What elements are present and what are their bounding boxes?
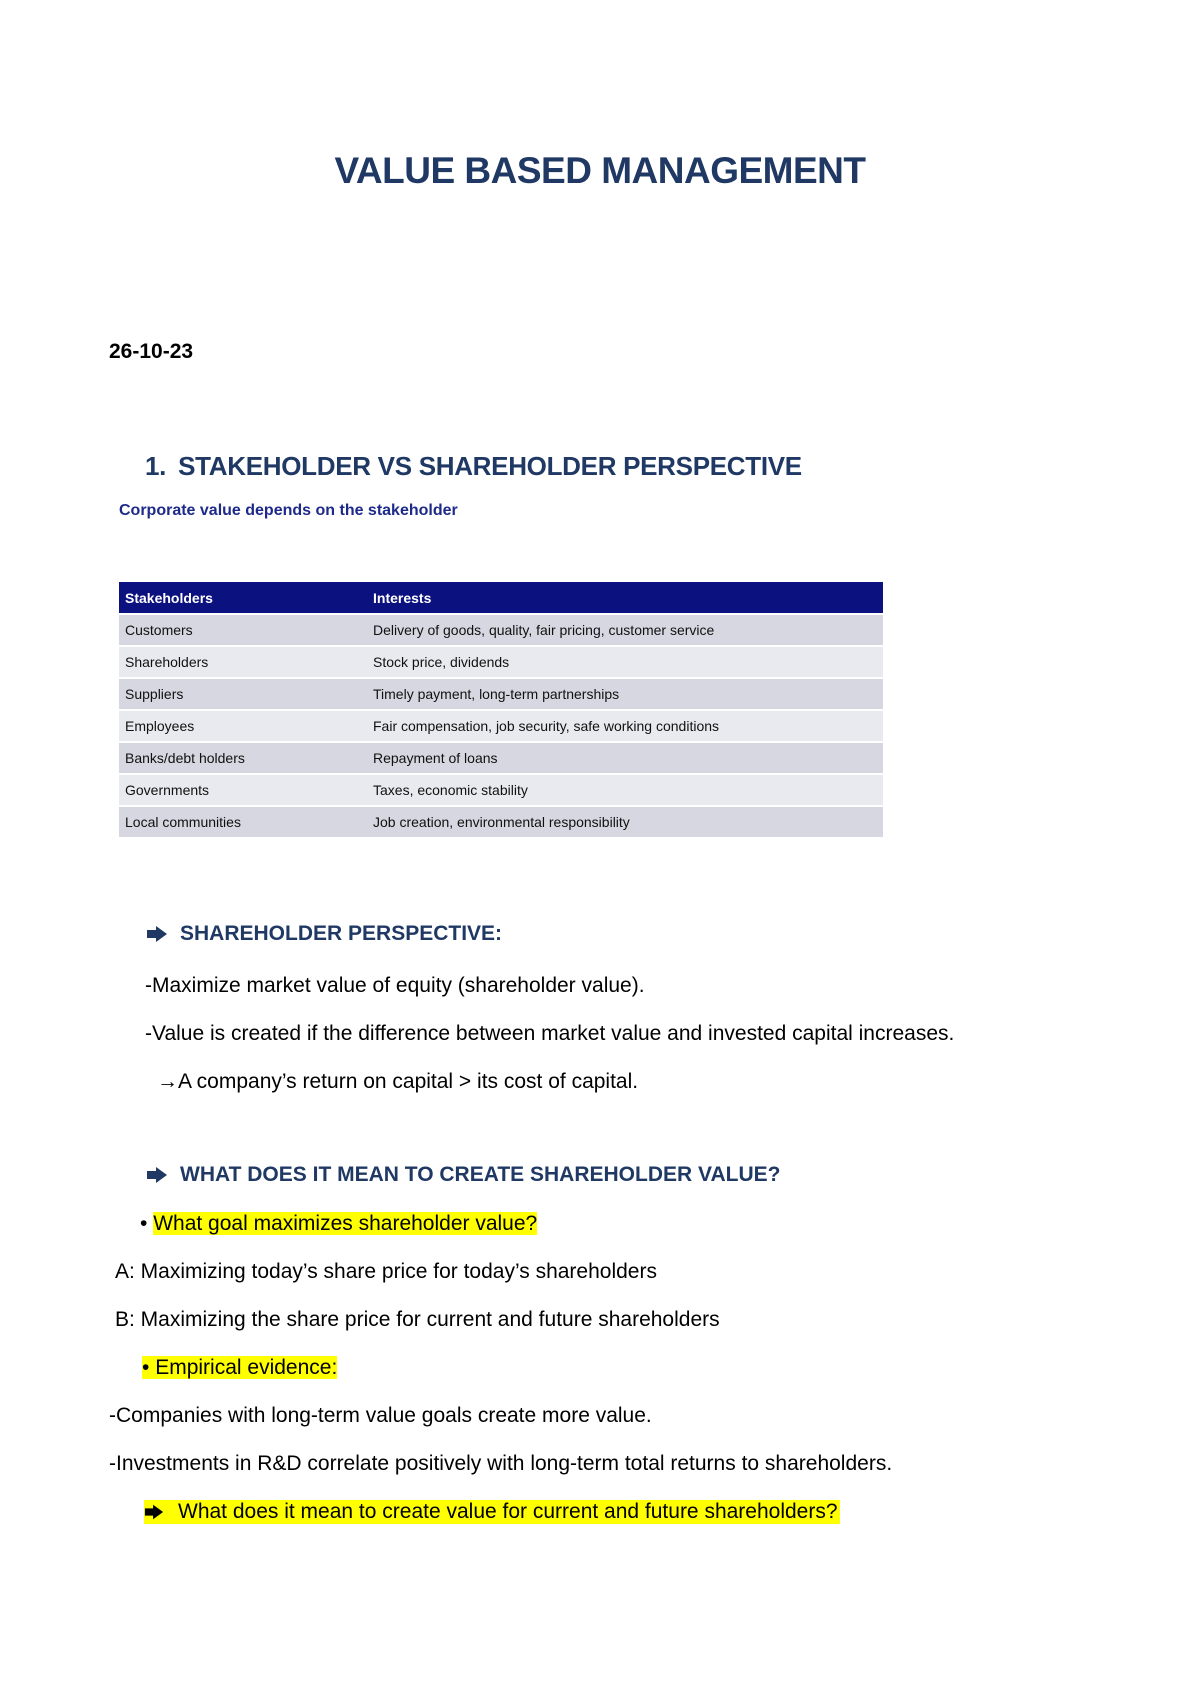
final-question-line [144,1500,840,1524]
stakeholder-table [119,582,883,837]
bold-arrow-icon [144,1503,164,1521]
interest-cell: Taxes, economic stability [367,774,883,806]
date-label: 26-10-23 [109,340,194,363]
table-row [119,646,883,678]
stakeholder-cell: Local communities [119,806,367,837]
shareholder-line-3 [157,1070,638,1094]
bold-arrow-icon [146,925,168,943]
evidence-label: Empirical evidence: [155,1356,338,1379]
answer-b: B: Maximizing the share price for current and future shareholders [115,1308,720,1331]
shareholder-line-1: -Maximize market value of equity (shareholder value). [145,974,645,997]
stakeholder-cell: Governments [119,774,367,806]
section-heading [145,451,802,482]
question-line [140,1212,537,1236]
thin-arrow-icon: → [157,1070,178,1093]
table-header-stakeholders: Stakeholders [119,582,367,614]
evidence-line [142,1356,337,1380]
stakeholder-cell: Banks/debt holders [119,742,367,774]
stakeholder-cell: Suppliers [119,678,367,710]
table-subtitle: Corporate value depends on the stakeholder [119,502,458,519]
table-header-interests: Interests [367,582,883,614]
evidence-2: -Investments in R&D correlate positively with long-term total returns to shareholders. [109,1452,893,1475]
shareholder-line-3-text: A company’s return on capital > its cost of capital. [178,1070,639,1093]
table-row [119,742,883,774]
section-number: 1. [145,451,167,481]
table-row [119,774,883,806]
table-row [119,710,883,742]
table-row [119,806,883,837]
highlighted-evidence [142,1356,337,1379]
interest-cell: Delivery of goods, quality, fair pricing, customer service [367,614,883,646]
section-title: STAKEHOLDER VS SHAREHOLDER PERSPECTIVE [178,451,802,481]
final-question: What does it mean to create value for current and future shareholders? [178,1500,838,1523]
create-value-heading [146,1163,780,1187]
interest-cell: Job creation, environmental responsibility [367,806,883,837]
bullet-icon: • [140,1212,148,1235]
answer-a: A: Maximizing today’s share price for today’s shareholders [115,1260,657,1283]
document-title: VALUE BASED MANAGEMENT [334,150,866,191]
interest-cell: Timely payment, long-term partnerships [367,678,883,710]
table-header-row [119,582,883,614]
bullet-icon: • [142,1356,150,1379]
stakeholder-cell: Employees [119,710,367,742]
interest-cell: Fair compensation, job security, safe working conditions [367,710,883,742]
stakeholder-cell: Shareholders [119,646,367,678]
stakeholder-cell: Customers [119,614,367,646]
shareholder-line-2: -Value is created if the difference between market value and invested capital increases. [145,1022,955,1045]
create-value-label: WHAT DOES IT MEAN TO CREATE SHAREHOLDER VALUE? [180,1163,781,1186]
interest-cell: Stock price, dividends [367,646,883,678]
evidence-1: -Companies with long-term value goals create more value. [109,1404,652,1427]
highlighted-question: What goal maximizes shareholder value? [153,1212,538,1235]
bold-arrow-icon [146,1166,168,1184]
table-row [119,614,883,646]
shareholder-perspective-heading [146,922,502,946]
interest-cell: Repayment of loans [367,742,883,774]
shareholder-perspective-label: SHAREHOLDER PERSPECTIVE: [180,922,503,945]
table-row [119,678,883,710]
